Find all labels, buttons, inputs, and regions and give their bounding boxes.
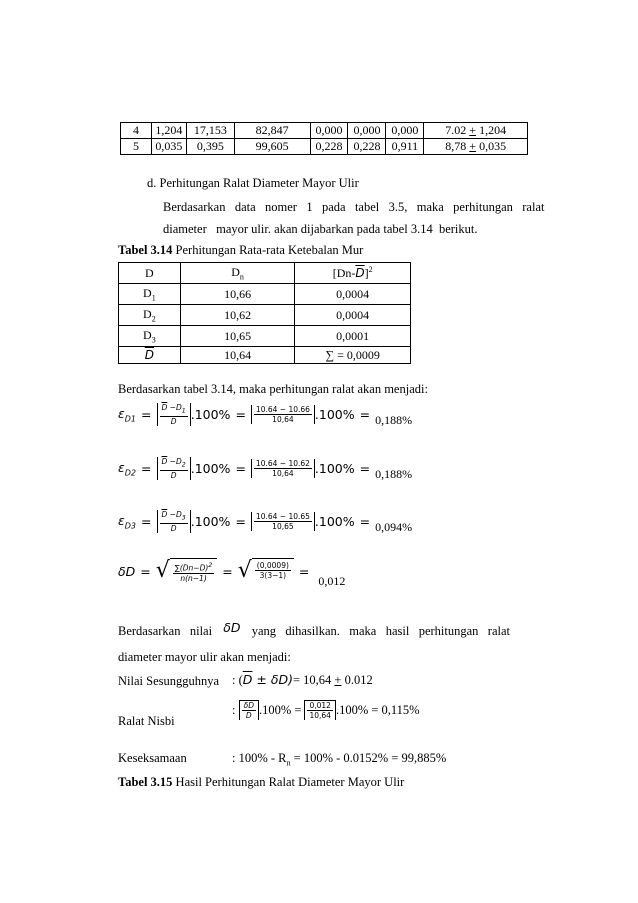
table-caption: Tabel 3.14 Perhitungan Rata-rata Ketebalan Mur bbox=[118, 243, 364, 257]
label-ralat-nisbi: Ralat Nisbi bbox=[118, 714, 175, 728]
value-ralat-nisbi: : $\frac{\delta D}{D}$ .100% = $\frac{0,012}{10,64}$ .100% = 0,115% bbox=[232, 701, 420, 720]
equation-result: 0,012 bbox=[318, 573, 346, 588]
equation-error-d1: $\varepsilon_{D1}$ = $\frac{\overline{D} -D_1}{D}$ .100% = $\frac{10.64 - 10.66}{10,64}$ .100% = 0,188% bbox=[118, 403, 413, 427]
table-row: 4 1,204 17,153 82,847 0,000 0,000 0,000 7.02 + 1,204 bbox=[121, 123, 528, 139]
equation-delta-d: δD = √ $\frac{\sum(Dn-D)^2}{n(n-1)}$ = √ $\frac{(0,0009)}{3(3-1)}$ = 0,012 bbox=[118, 558, 346, 588]
paragraph-line: Berdasarkan data nomer 1 pada tabel 3.5, maka perhitungan ralat bbox=[163, 200, 545, 214]
value-nilai-sesungguhnya: : $(\overline{D} \pm \delta D)= 10,64 + 0.012$ bbox=[232, 672, 373, 687]
equation-error-d2: $\varepsilon_{D2}$ = $\frac{\overline{D} -D_2}{D}$ .100% = $\frac{10.64 - 10.62}{10,64}$ .100% = 0,188% bbox=[118, 457, 413, 481]
table-footer-row: $\overline{D}$ 10,64 ∑ = 0,0009 bbox=[119, 347, 411, 364]
equation-result: 0,188% bbox=[375, 466, 413, 481]
label-nilai-sesungguhnya: Nilai Sesungguhnya bbox=[118, 674, 220, 688]
table-caption: Tabel 3.15 Hasil Perhitungan Ralat Diameter Mayor Ulir bbox=[118, 775, 405, 789]
paragraph-line: Berdasarkan nilai δD yang dihasilkan. maka hasil perhitungan ralat bbox=[118, 620, 510, 638]
section-heading: d. Perhitungan Ralat Diameter Mayor Ulir bbox=[147, 176, 359, 190]
table-row: $D_2$ 10,62 0,0004 bbox=[119, 305, 411, 326]
paragraph-line: diameter mayor ulir akan menjadi: bbox=[118, 650, 291, 664]
equation-result: 0,094% bbox=[375, 519, 413, 534]
value-keseksamaan: : $100\% - R_n = 100\% - 0.0152\% = 99,885\%$ bbox=[232, 751, 447, 768]
equation-result: 0,188% bbox=[375, 412, 413, 427]
table-header-row: D $D_n$ $[Dn-\overline{D}]^2$ bbox=[119, 263, 411, 284]
results-table-top bbox=[120, 122, 528, 155]
intro-text: Berdasarkan tabel 3.14, maka perhitungan ralat akan menjadi: bbox=[118, 382, 428, 396]
table-row: 5 0,035 0,395 99,605 0,228 0,228 0,911 8,78 + 0,035 bbox=[121, 139, 528, 155]
table-row: $D_1$ 10,66 0,0004 bbox=[119, 284, 411, 305]
label-keseksamaan: Keseksamaan bbox=[118, 751, 187, 765]
table-row: $D_3$ 10,65 0,0001 bbox=[119, 326, 411, 347]
equation-error-d3: $\varepsilon_{D3}$ = $\frac{\overline{D} -D_3}{D}$ .100% = $\frac{10.64 - 10.65}{10,65}$ .100% = 0,094% bbox=[118, 510, 413, 534]
paragraph-line: diameter mayor ulir. akan dijabarkan pada tabel 3.14 berikut. bbox=[163, 222, 478, 236]
table-3-14 bbox=[118, 262, 411, 364]
